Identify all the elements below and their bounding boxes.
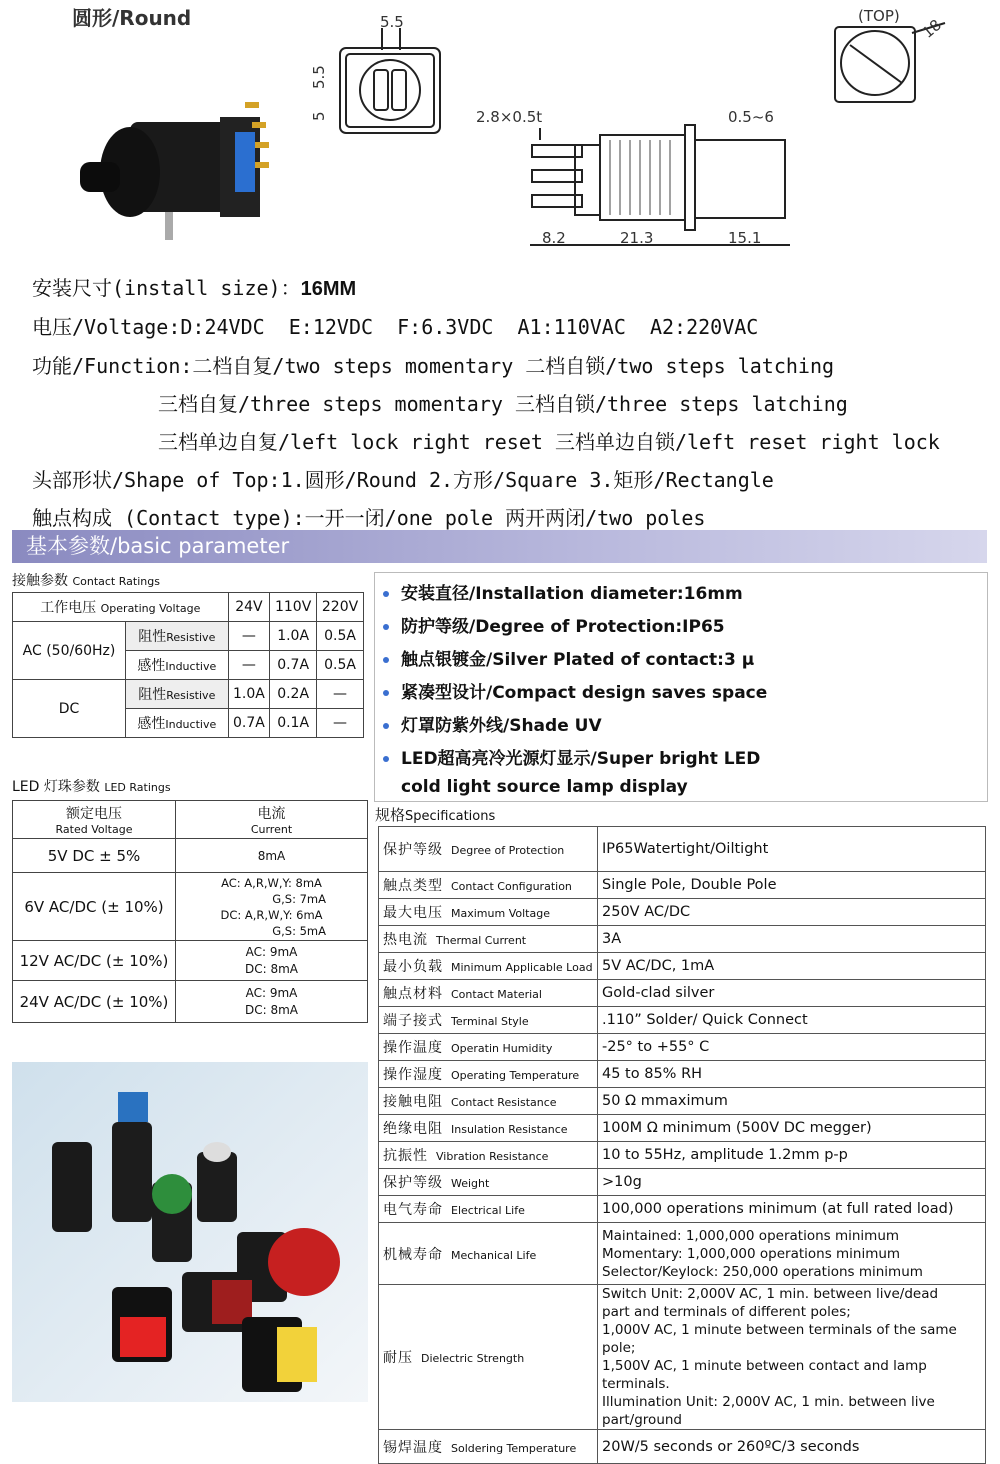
spec-value: IP65Watertight/Oiltight: [598, 827, 986, 872]
page-title: 圆形/Round: [72, 6, 192, 30]
pin-label: 2.8×0.5t: [476, 108, 543, 126]
table-row: 24V AC/DC (± 10%) AC: 9mA DC: 8mA: [13, 981, 368, 1023]
function-line-1: 功能/Function:二档自复/two steps momentary 二档自锁/two steps latching: [32, 354, 835, 378]
table-row: [379, 1115, 986, 1142]
table-row: [379, 1007, 986, 1034]
spec-label: 最小负载 Minimum Applicable Load: [379, 953, 598, 980]
spec-value: -25° to +55° C: [598, 1034, 986, 1061]
spec-value: 100,000 operations minimum (at full rated load): [598, 1196, 986, 1223]
table-row: [379, 899, 986, 926]
spec-label: 保护等级 Degree of Protection: [379, 827, 598, 872]
spec-value: 5V AC/DC, 1mA: [598, 953, 986, 980]
table-row: AC (50/60Hz) 阻性Resistive — 1.0A 0.5A: [13, 622, 364, 651]
dim-side-b: 5: [310, 111, 328, 121]
top-view-drawing: [820, 5, 955, 105]
spec-label: 触点材料 Contact Material: [379, 980, 598, 1007]
spec-label: 绝缘电阻 Insulation Resistance: [379, 1115, 598, 1142]
table-row: 12V AC/DC (± 10%) AC: 9mA DC: 8mA: [13, 941, 368, 981]
install-value: 16MM: [300, 278, 357, 300]
table-row: 5V DC ± 5% 8mA: [13, 839, 368, 873]
spec-label: 保护等级 Weight: [379, 1169, 598, 1196]
table-row: 6V AC/DC (± 10%) AC: A,R,W,Y: 8mA G,S: 7mA DC: A,R,W,Y: 6mA G,S: 5mA: [13, 873, 368, 941]
spec-value: 10 to 55Hz, amplitude 1.2mm p-p: [598, 1142, 986, 1169]
band-label: 基本参数/basic parameter: [26, 534, 290, 558]
list-item: 安装直径/Installation diameter:16mm: [383, 579, 743, 604]
specifications-table: [378, 826, 986, 1464]
spec-label: 操作温度 Operatin Humidity: [379, 1034, 598, 1061]
function-line-3: 三档单边自复/left lock right reset 三档单边自锁/left reset right lock: [158, 430, 940, 454]
spec-label: 热电流 Thermal Current: [379, 926, 598, 953]
led-ratings-title: LED 灯珠参数 LED Ratings: [12, 779, 171, 795]
spec-value: 3A: [598, 926, 986, 953]
install-size-line: [32, 272, 356, 301]
table-row: [379, 1223, 986, 1285]
list-item: 防护等级/Degree of Protection:IP65: [383, 612, 725, 637]
table-row: [379, 1196, 986, 1223]
spec-label: 接触电阻 Contact Resistance: [379, 1088, 598, 1115]
contact-ratings-table: [12, 592, 364, 738]
spec-label: 电气寿命 Electrical Life: [379, 1196, 598, 1223]
features-box: [374, 572, 988, 802]
spec-label: 抗振性 Vibration Resistance: [379, 1142, 598, 1169]
table-row: [379, 1142, 986, 1169]
spec-value: 100M Ω minimum (500V DC megger): [598, 1115, 986, 1142]
spec-value: >10g: [598, 1169, 986, 1196]
product-family-photo: [12, 1062, 368, 1402]
spec-value: Gold-clad silver: [598, 980, 986, 1007]
voltage-line: 电压/Voltage:D:24VDC E:12VDC F:6.3VDC A1:110VAC A2:220VAC: [32, 315, 759, 339]
table-row: [379, 980, 986, 1007]
spec-value: 250V AC/DC: [598, 899, 986, 926]
table-row: [379, 1430, 986, 1464]
table-row: [379, 1034, 986, 1061]
spec-value: Maintained: 1,000,000 operations minimum Momentary: 1,000,000 operations minimum Selector/Keylock: 250,000 operations minimum: [598, 1223, 986, 1285]
side-view-drawing: [470, 100, 800, 250]
spec-label: 机械寿命 Mechanical Life: [379, 1223, 598, 1285]
spec-label: 操作湿度 Operating Temperature: [379, 1061, 598, 1088]
led-ratings-table: [12, 800, 368, 1023]
dim-side-a: 5.5: [310, 65, 328, 89]
shape-line: 头部形状/Shape of Top:1.圆形/Round 2.方形/Square 3.矩形/Rectangle: [32, 468, 774, 492]
top-label: (TOP): [858, 7, 900, 25]
table-row: [379, 926, 986, 953]
table-row: [379, 827, 986, 872]
table-row: [379, 1285, 986, 1430]
table-row: [379, 1061, 986, 1088]
spec-label: 最大电压 Maximum Voltage: [379, 899, 598, 926]
dim-d1: 8.2: [542, 229, 566, 247]
dim-d2: 21.3: [620, 229, 654, 247]
list-item: 紧凑型设计/Compact design saves space: [383, 678, 767, 703]
dim-d3: 15.1: [728, 229, 762, 247]
gap-label: 0.5~6: [728, 108, 774, 126]
list-item: 触点银镀金/Silver Plated of contact:3 μ: [383, 645, 754, 670]
install-label: 安装尺寸(install size)：: [32, 276, 301, 300]
front-view-drawing: [310, 10, 450, 140]
list-item: LED超高亮冷光源灯显示/Super bright LED: [383, 744, 760, 769]
list-item: 灯罩防紫外线/Shade UV: [383, 711, 602, 736]
dim-top: 5.5: [380, 13, 404, 31]
contact-line: 触点构成 (Contact type):一开一闭/one pole 两开两闭/two poles: [32, 506, 706, 530]
contact-ratings-title: 接触参数 Contact Ratings: [12, 573, 160, 589]
table-row: DC 阻性Resistive 1.0A 0.2A —: [13, 680, 364, 709]
table-row: [379, 872, 986, 899]
table-row: [379, 953, 986, 980]
spec-title: 规格Specifications: [375, 806, 496, 824]
function-line-2: 三档自复/three steps momentary 三档自锁/three steps latching: [158, 392, 848, 416]
table-row: [379, 1088, 986, 1115]
spec-value: Switch Unit: 2,000V AC, 1 min. between live/dead part and terminals of different poles; 1,000V AC, 1 minute between terminals of the same pole; 1,500V AC, 1 minute between contact and lamp terminals. Illumination Unit: 2,000V AC, 1 min. between live part/ground: [598, 1285, 986, 1430]
spec-label: 触点类型 Contact Configuration: [379, 872, 598, 899]
table-row: 感性Inductive 0.7A 0.1A —: [13, 709, 364, 738]
spec-label: 锡焊温度 Soldering Temperature: [379, 1430, 598, 1464]
spec-label: 端子接式 Terminal Style: [379, 1007, 598, 1034]
spec-label: 耐压 Dielectric Strength: [379, 1285, 598, 1430]
table-row: 额定电压 Rated Voltage 电流 Current: [13, 801, 368, 839]
spec-value: .110” Solder/ Quick Connect: [598, 1007, 986, 1034]
switch-photo: [70, 92, 280, 252]
spec-value: 50 Ω mmaximum: [598, 1088, 986, 1115]
top-dim: 18: [918, 15, 945, 42]
spec-value: 20W/5 seconds or 260ºC/3 seconds: [598, 1430, 986, 1464]
spec-value: Single Pole, Double Pole: [598, 872, 986, 899]
basic-parameter-band: [12, 530, 987, 563]
table-row: [379, 1169, 986, 1196]
table-row: 工作电压 Operating Voltage 24V 110V 220V: [13, 593, 364, 622]
spec-value: 45 to 85% RH: [598, 1061, 986, 1088]
table-row: 感性Inductive — 0.7A 0.5A: [13, 651, 364, 680]
list-item: cold light source lamp display: [401, 777, 688, 797]
